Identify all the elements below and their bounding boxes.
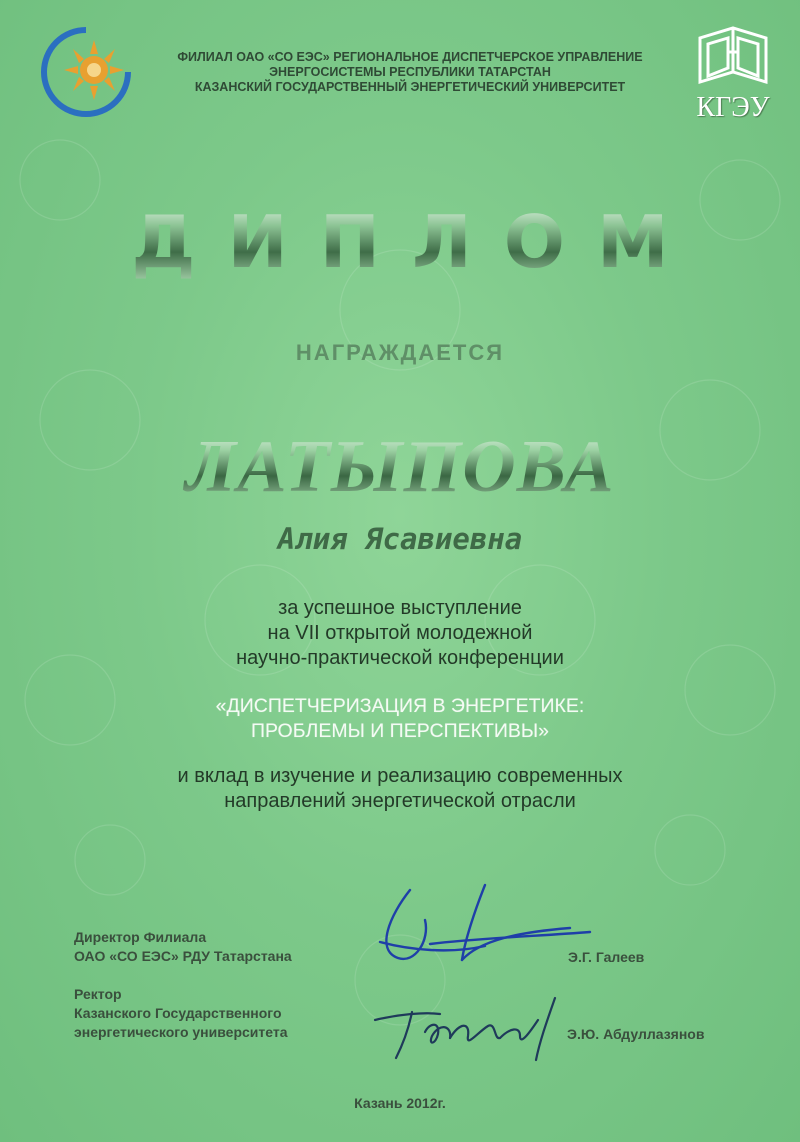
reason-text [0, 596, 800, 671]
contribution-text [0, 764, 800, 814]
recipient-surname: ЛАТЫПОВА [0, 425, 800, 510]
conference-line: ПРОБЛЕМЫ И ПЕРСПЕКТИВЫ» [250, 720, 550, 742]
kgeu-logo [688, 24, 778, 124]
kgeu-logo-text: КГЭУ [696, 92, 770, 123]
contribution-line: направлений энергетической отрасли [224, 790, 576, 812]
signature-rector [370, 992, 580, 1064]
contribution-line: и вклад в изучение и реализацию современных [177, 765, 623, 787]
recipient-given-names: Алия Ясавиевна [277, 522, 523, 556]
position-line: Ректор [74, 986, 122, 1002]
header-line: ФИЛИАЛ ОАО «СО ЕЭС» РЕГИОНАЛЬНОЕ ДИСПЕТЧЕРСКОЕ УПРАВЛЕНИЕ [177, 50, 643, 64]
awarded-label: НАГРАЖДАЕТСЯ [295, 340, 505, 365]
signatory-name-rector: Э.Ю. Абдуллазянов [567, 1026, 705, 1042]
reason-line: за успешное выступление [278, 597, 522, 619]
position-line: Казанского Государственного [74, 1005, 282, 1021]
sun-logo-icon [36, 22, 136, 122]
position-line: ОАО «СО ЕЭС» РДУ Татарстана [74, 948, 292, 964]
signature-director [370, 880, 600, 975]
kgeu-book-logo-icon [688, 24, 778, 92]
position-line: Директор Филиала [74, 929, 207, 945]
reason-line: на VII открытой молодежной [267, 622, 533, 644]
header-line: ЭНЕРГОСИСТЕМЫ РЕСПУБЛИКИ ТАТАРСТАН [269, 65, 551, 79]
position-line: энергетического университета [74, 1024, 288, 1040]
header-line: КАЗАНСКИЙ ГОСУДАРСТВЕННЫЙ ЭНЕРГЕТИЧЕСКИЙ УНИВЕРСИТЕТ [194, 80, 626, 94]
signatory-position-rector [74, 985, 288, 1042]
conference-line: «ДИСПЕТЧЕРИЗАЦИЯ В ЭНЕРГЕТИКЕ: [215, 695, 585, 717]
conference-title [0, 694, 800, 744]
organization-header [140, 50, 680, 95]
diploma-title: ДИПЛОМ [0, 200, 800, 284]
signatory-name-director: Э.Г. Галеев [568, 949, 645, 965]
signatory-position-director [74, 928, 292, 966]
reason-line: научно-практической конференции [236, 647, 564, 669]
city-year: Казань 2012г. [354, 1095, 446, 1111]
